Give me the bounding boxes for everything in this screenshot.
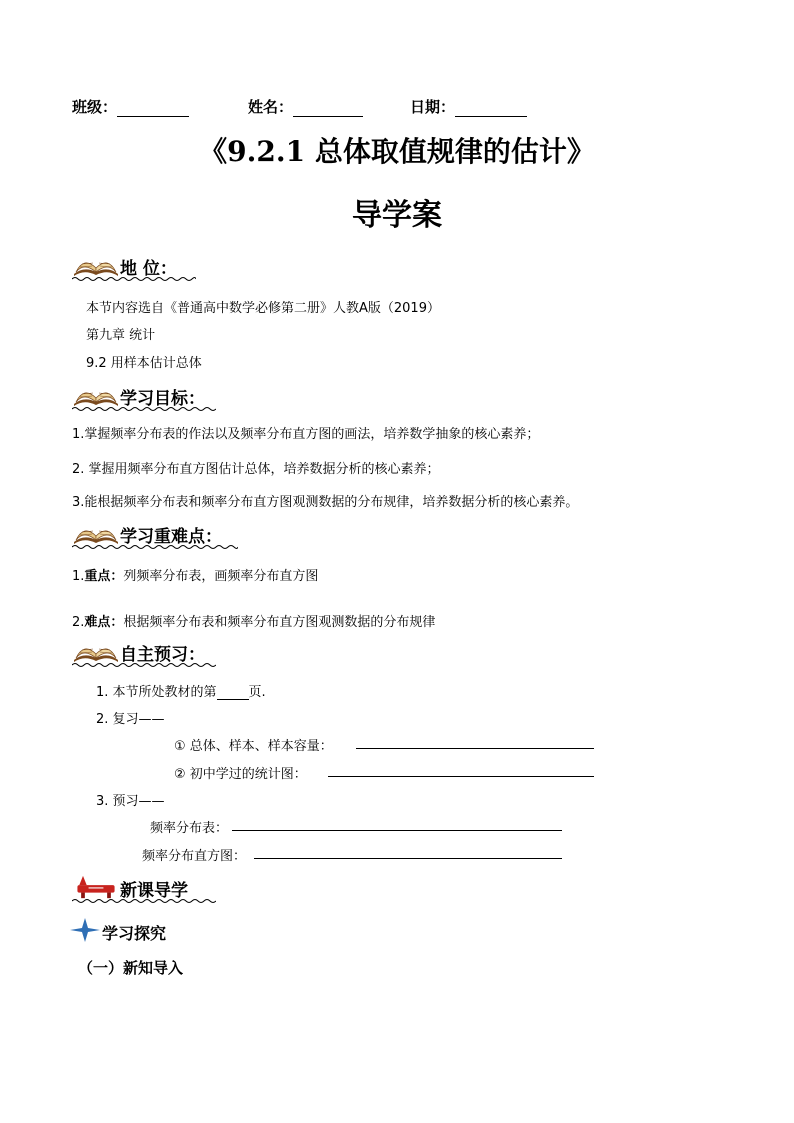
section-position-heading: [72, 250, 202, 282]
key-prefix: 1.: [72, 569, 85, 584]
section-newlesson-heading: [72, 872, 222, 904]
section-position-title: 地 位：: [120, 259, 177, 279]
preview-q1-suffix: 页.: [248, 685, 266, 700]
page-number-blank[interactable]: [217, 687, 249, 700]
red-lesson-icon: [72, 874, 120, 900]
open-book-icon: [72, 520, 120, 546]
key-label: 重点：: [84, 569, 124, 584]
preview-q1-prefix: 1. 本节所处教材的第: [96, 685, 217, 700]
open-book-icon: [72, 638, 120, 664]
date-blank[interactable]: [455, 102, 527, 117]
open-book-icon: [72, 382, 120, 408]
class-label: 班级：: [72, 98, 118, 116]
section-preview-heading: [72, 636, 222, 668]
star-icon: [70, 918, 100, 942]
position-line-3: 9.2 用样本估计总体: [86, 356, 202, 371]
wavy-underline: [72, 662, 216, 668]
explore-title: 学习探究: [102, 924, 167, 943]
goal-item-1: 1.掌握频率分布表的作法以及频率分布直方图的画法，培养数学抽象的核心素养；: [72, 427, 540, 442]
position-line-2: 第九章 统计: [86, 328, 156, 343]
part1-heading: （一）新知导入: [78, 959, 184, 977]
difficulty-text: 根据频率分布表和频率分布直方图观测数据的分布规律: [123, 615, 436, 630]
class-field: [72, 96, 189, 117]
wavy-underline: [72, 406, 216, 412]
q3b-answer-line[interactable]: [254, 858, 562, 859]
explore-heading: [70, 918, 210, 942]
difficulty-label: 难点：: [84, 615, 124, 630]
q2a-answer-line[interactable]: [356, 748, 594, 749]
name-label: 姓名：: [248, 98, 294, 116]
preview-q2: 2. 复习——: [96, 712, 165, 727]
open-book-icon: [72, 252, 120, 278]
date-field: [410, 96, 527, 117]
q2b-answer-line[interactable]: [328, 776, 594, 777]
date-label: 日期：: [410, 98, 456, 116]
difficulty-prefix: 2.: [72, 615, 85, 630]
preview-q3a: 频率分布表：: [150, 821, 229, 836]
page-subtitle: 导学案: [352, 198, 442, 233]
section-newlesson-title: 新课导学: [120, 881, 188, 901]
preview-q3: 3. 预习——: [96, 794, 165, 809]
preview-q2b: ② 初中学过的统计图：: [174, 767, 307, 782]
preview-q2a: ① 总体、样本、样本容量：: [174, 739, 333, 754]
key-point: [72, 565, 318, 584]
difficulty-point: [72, 611, 435, 630]
goal-item-2: 2. 掌握用频率分布直方图估计总体，培养数据分析的核心素养；: [72, 462, 440, 477]
name-field: [248, 96, 363, 117]
goal-item-3: 3.能根据频率分布表和频率分布直方图观测数据的分布规律，培养数据分析的核心素养。: [72, 495, 579, 510]
wavy-underline: [72, 276, 196, 282]
section-goals-title: 学习目标：: [120, 389, 205, 409]
section-keypoints-heading: [72, 518, 242, 550]
position-line-1: 本节内容选自《普通高中数学必修第二册》人教A版（2019）: [86, 301, 440, 316]
wavy-underline: [72, 898, 216, 904]
preview-q3b: 频率分布直方图：: [142, 849, 247, 864]
page-title: 《9.2.1 总体取值规律的估计》: [199, 135, 595, 168]
section-keypoints-title: 学习重难点：: [120, 527, 222, 547]
q3a-answer-line[interactable]: [232, 830, 562, 831]
key-text: 列频率分布表，画频率分布直方图: [123, 569, 319, 584]
section-goals-heading: [72, 380, 222, 412]
wavy-underline: [72, 544, 238, 550]
class-blank[interactable]: [117, 102, 189, 117]
section-preview-title: 自主预习：: [120, 645, 205, 665]
preview-q1: [96, 681, 266, 700]
name-blank[interactable]: [293, 102, 363, 117]
